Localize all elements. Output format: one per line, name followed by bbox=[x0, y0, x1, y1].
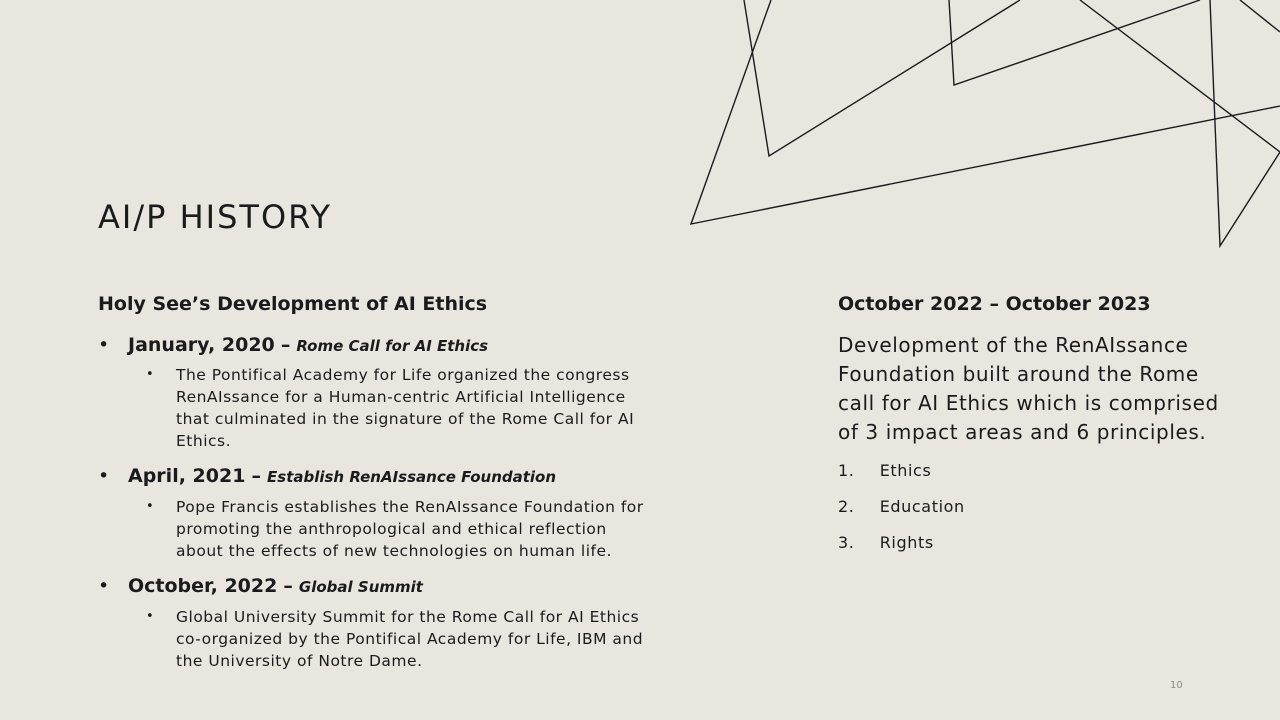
sub-bullet-icon: • bbox=[146, 608, 155, 624]
right-column bbox=[838, 292, 1238, 569]
event-name: Establish RenAIssance Foundation bbox=[267, 468, 557, 487]
event-name: Rome Call for AI Ethics bbox=[296, 336, 489, 355]
event-detail bbox=[128, 364, 646, 452]
sub-bullet-icon: • bbox=[146, 367, 155, 383]
event-dash: – bbox=[283, 574, 293, 597]
page-number: 10 bbox=[1170, 680, 1183, 691]
bullet-icon: • bbox=[98, 574, 110, 597]
event-name: Global Summit bbox=[298, 577, 423, 596]
foundation-description: Development of the RenAIssance Foundation built around the Rome call for AI Ethics which is comprised of 3 impact areas and 6 principles. bbox=[838, 332, 1219, 444]
bullet-icon: • bbox=[98, 465, 110, 488]
timeline-event bbox=[98, 464, 698, 562]
impact-areas-list bbox=[838, 461, 1238, 553]
event-date: October, 2022 bbox=[128, 574, 278, 597]
impact-area-item bbox=[838, 533, 1238, 553]
event-dash: – bbox=[280, 333, 291, 356]
event-date: January, 2020 bbox=[128, 333, 275, 356]
impact-area-label: Education bbox=[879, 496, 965, 516]
impact-area-label: Ethics bbox=[879, 460, 932, 480]
bullet-icon: • bbox=[98, 333, 110, 356]
section-heading: Holy See’s Development of AI Ethics bbox=[98, 293, 488, 315]
event-dash: – bbox=[251, 465, 261, 488]
event-detail-text: Global University Summit for the Rome Call for AI Ethics co-organized by the Pontifical Academy for Life, IBM and the University of Notre Dame. bbox=[176, 607, 644, 670]
timeline-list bbox=[98, 333, 698, 672]
event-heading bbox=[128, 574, 698, 600]
page-title: AI/P HISTORY bbox=[98, 198, 332, 236]
impact-area-number: 3. bbox=[838, 532, 855, 552]
deco-line-4 bbox=[1080, 0, 1280, 246]
impact-area-number: 1. bbox=[838, 460, 855, 480]
event-detail-text: The Pontifical Academy for Life organized the congress RenAIssance for a Human-centric Artificial Intelligence that culminated in the signature of the Rome Call for AI Ethics. bbox=[176, 366, 635, 451]
event-detail bbox=[128, 496, 646, 562]
event-heading bbox=[128, 333, 698, 359]
sub-bullet-icon: • bbox=[146, 498, 155, 514]
impact-area-number: 2. bbox=[838, 496, 855, 516]
deco-line-1 bbox=[691, 0, 1280, 224]
timeline-event bbox=[98, 574, 698, 672]
event-heading bbox=[128, 464, 698, 490]
left-column bbox=[98, 292, 698, 684]
impact-area-item bbox=[838, 497, 1238, 517]
timeline-event bbox=[98, 333, 698, 453]
impact-area-label: Rights bbox=[879, 532, 934, 552]
deco-line-3 bbox=[949, 0, 1200, 85]
event-date: April, 2021 bbox=[128, 465, 246, 488]
deco-line-5 bbox=[1240, 0, 1280, 32]
period-heading: October 2022 – October 2023 bbox=[838, 293, 1151, 315]
impact-area-item bbox=[838, 461, 1238, 481]
deco-line-2 bbox=[744, 0, 1020, 156]
event-detail bbox=[128, 606, 646, 672]
event-detail-text: Pope Francis establishes the RenAIssance Foundation for promoting the anthropological and ethical reflection about the effects of new technologies on human life. bbox=[176, 497, 644, 560]
